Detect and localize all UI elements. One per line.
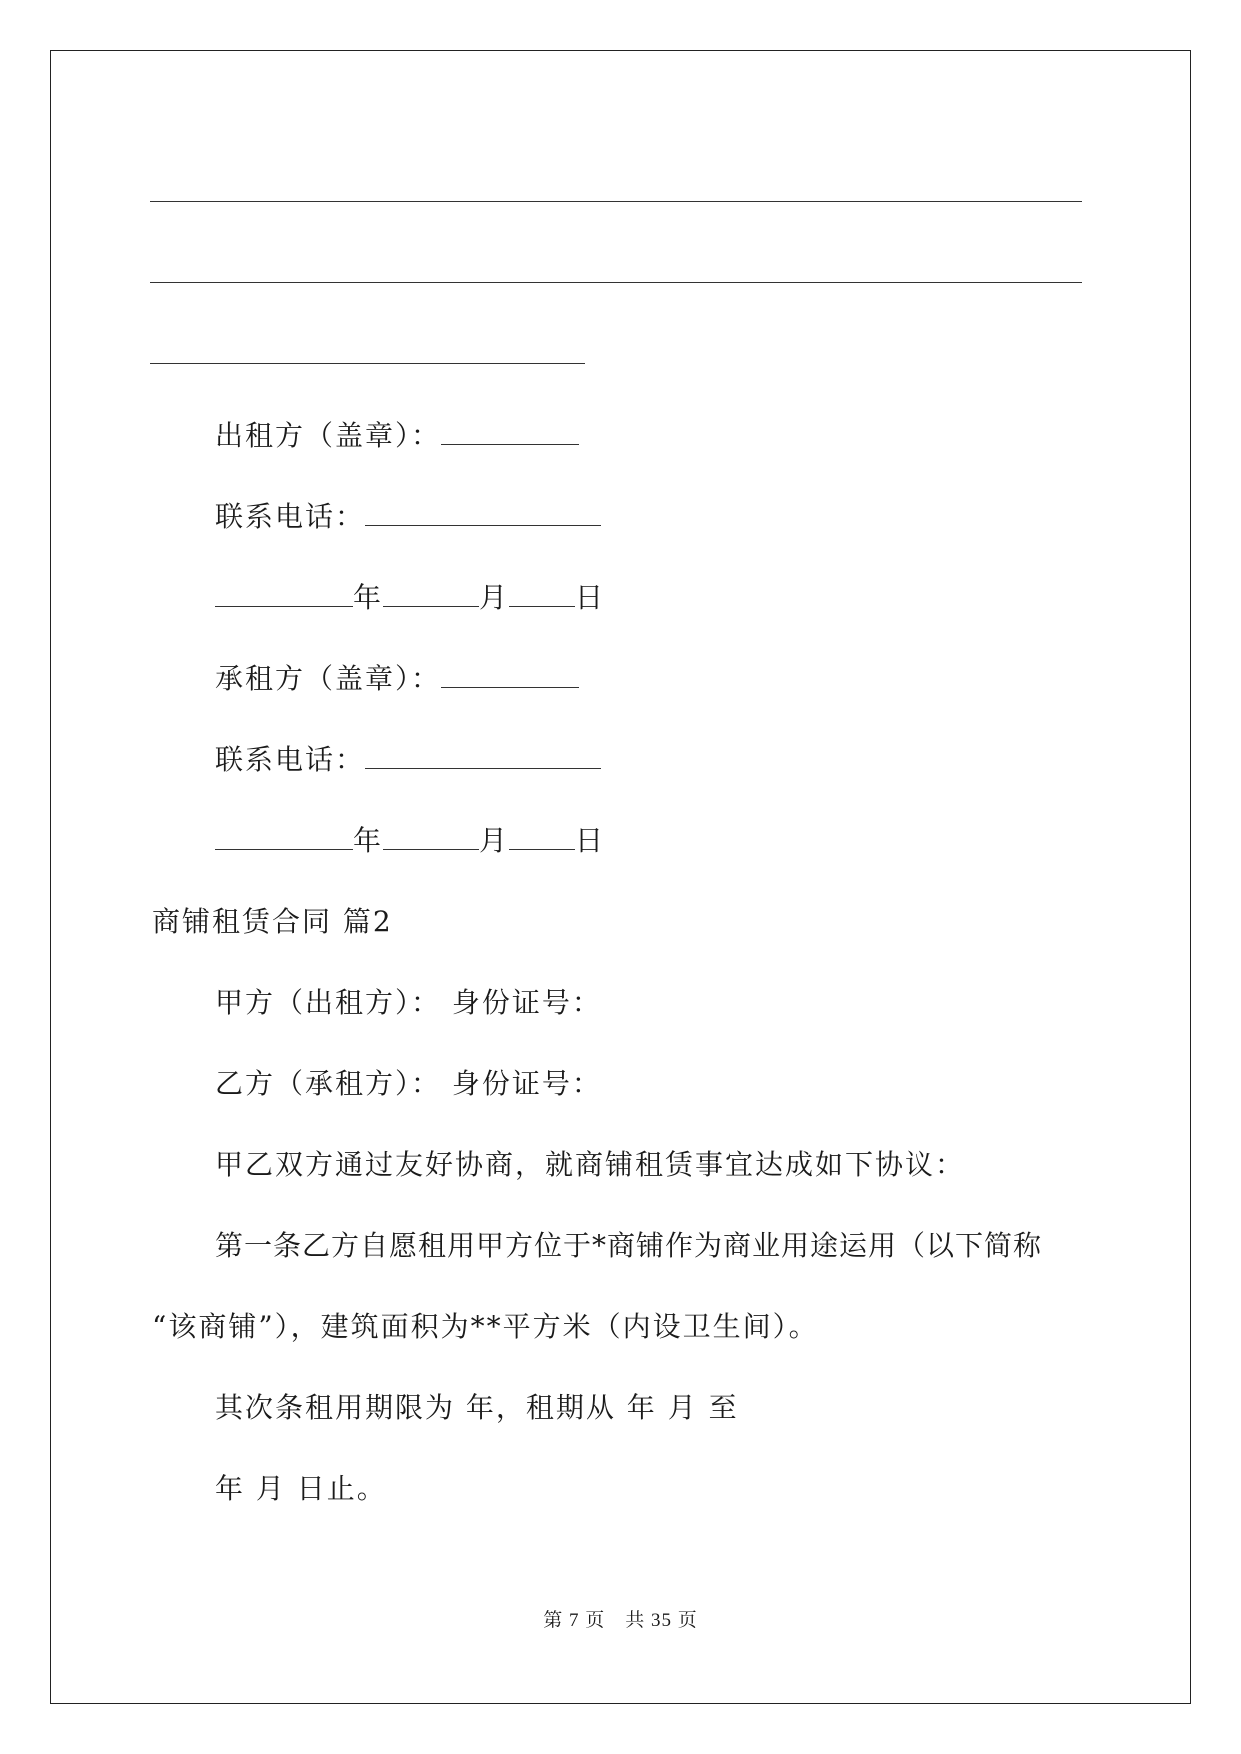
lessor-seal-label: 出租方（盖章）： — [215, 419, 442, 452]
fill-in-rule-3 — [150, 363, 585, 364]
intro-paragraph: 甲乙双方通过友好协商，就商铺租赁事宜达成如下协议： — [215, 1148, 966, 1181]
party-b-line: 乙方（承租方）： 身份证号： — [215, 1067, 602, 1100]
page-border — [50, 50, 1191, 1704]
lessee-phone-line — [215, 743, 601, 776]
lessor-phone-line — [215, 500, 601, 533]
lessee-phone-blank[interactable] — [365, 746, 601, 769]
article1-line2: “该商铺”），建筑面积为**平方米（内设卫生间）。 — [152, 1310, 819, 1343]
lessor-date-line — [215, 581, 606, 614]
lessor-day-blank[interactable] — [509, 584, 575, 607]
fill-in-rule-1 — [150, 201, 1082, 202]
lessor-phone-blank[interactable] — [365, 503, 601, 526]
lessee-seal-blank[interactable] — [441, 665, 579, 688]
lessor-month-label: 月 — [479, 581, 510, 614]
lessee-seal-line — [215, 662, 579, 695]
lessee-month-label: 月 — [479, 824, 510, 857]
page-number-footer: 第 7 页 共 35 页 — [543, 1610, 698, 1631]
section-heading: 商铺租赁合同 篇2 — [152, 905, 393, 938]
fill-in-rule-2 — [150, 282, 1082, 283]
lessor-seal-line — [215, 419, 579, 452]
article2-line2: 年 月 日止。 — [215, 1472, 387, 1505]
lessee-day-blank[interactable] — [509, 827, 575, 850]
lessee-date-line — [215, 824, 606, 857]
article2-line1: 其次条租用期限为 年，租期从 年 月 至 — [215, 1391, 739, 1424]
lessor-day-label: 日 — [575, 581, 606, 614]
lessee-day-label: 日 — [575, 824, 606, 857]
lessee-year-label: 年 — [353, 824, 384, 857]
article1-line1: 第一条乙方自愿租用甲方位于*商铺作为商业用途运用（以下简称 — [215, 1229, 1043, 1262]
lessor-year-label: 年 — [353, 581, 384, 614]
lessee-seal-label: 承租方（盖章）： — [215, 662, 442, 695]
lessor-month-blank[interactable] — [383, 584, 479, 607]
lessor-year-blank[interactable] — [215, 584, 353, 607]
lessee-phone-label: 联系电话： — [215, 743, 366, 776]
lessee-month-blank[interactable] — [383, 827, 479, 850]
lessee-year-blank[interactable] — [215, 827, 353, 850]
party-a-line: 甲方（出租方）： 身份证号： — [215, 986, 602, 1019]
lessor-phone-label: 联系电话： — [215, 500, 366, 533]
lessor-seal-blank[interactable] — [441, 422, 579, 445]
